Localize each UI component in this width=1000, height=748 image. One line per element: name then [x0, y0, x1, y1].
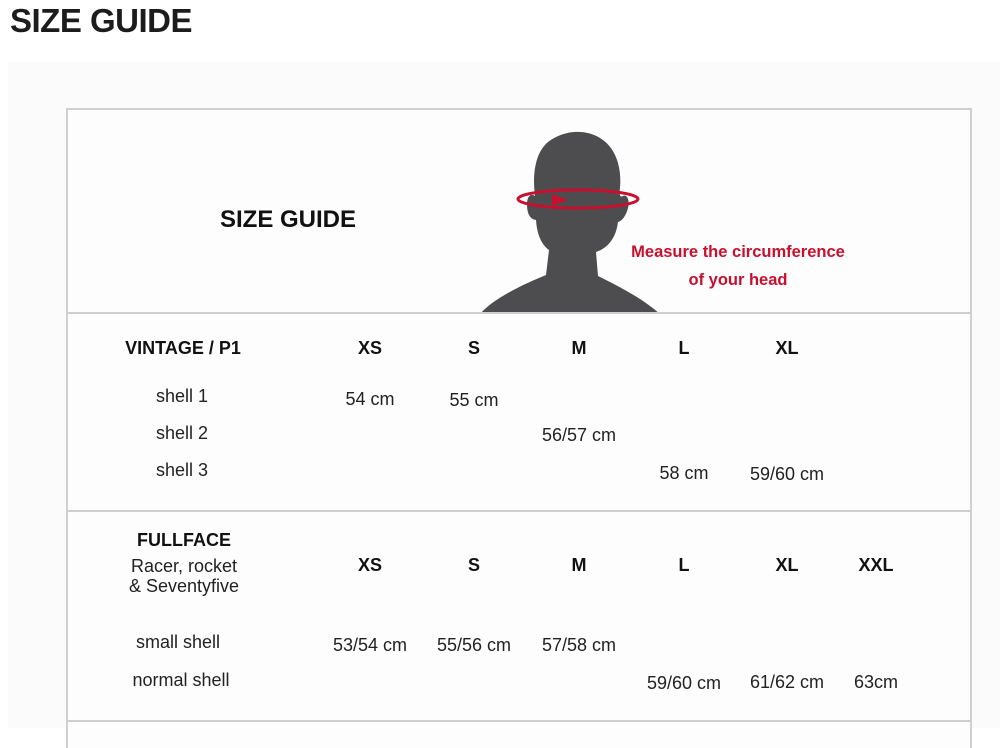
measure-instruction-line2: of your head: [688, 271, 788, 289]
fullface-header-xs: XS: [357, 555, 383, 575]
vintage-header-l: L: [678, 338, 690, 358]
vintage-header-xs: XS: [357, 338, 383, 358]
divider: [68, 510, 970, 512]
fullface-value: 63cm: [853, 672, 899, 692]
vintage-value: 55 cm: [449, 390, 499, 410]
vintage-row-label: shell 3: [155, 460, 209, 480]
fullface-subtitle-line1: Racer, rocket: [130, 556, 238, 576]
fullface-header-xl: XL: [775, 555, 799, 575]
vintage-value: 54 cm: [345, 389, 395, 409]
page-title: SIZE GUIDE: [10, 2, 193, 39]
fullface-value: 59/60 cm: [646, 673, 722, 693]
measure-instruction: [618, 238, 858, 294]
vintage-header-xl: XL: [775, 338, 799, 358]
fullface-subtitle-line2: & Seventyfive: [128, 576, 240, 596]
divider: [68, 720, 970, 722]
fullface-header-xxl: XXL: [858, 555, 894, 575]
measure-instruction-line1: Measure the circumference: [631, 243, 845, 261]
fullface-value: 55/56 cm: [436, 635, 512, 655]
fullface-value: 61/62 cm: [749, 672, 825, 692]
fullface-header-m: M: [571, 555, 587, 575]
fullface-header-s: S: [467, 555, 481, 575]
size-guide-chart: [66, 108, 972, 748]
vintage-value: 59/60 cm: [749, 464, 825, 484]
vintage-row-label: shell 1: [155, 386, 209, 406]
vintage-title: VINTAGE / P1: [125, 338, 241, 358]
fullface-value: 53/54 cm: [332, 635, 408, 655]
divider: [68, 312, 970, 314]
fullface-value: 57/58 cm: [541, 635, 617, 655]
vintage-row-label: shell 2: [155, 423, 209, 443]
vintage-value: 58 cm: [659, 463, 709, 483]
fullface-row-label: normal shell: [132, 670, 230, 690]
fullface-title: FULLFACE: [137, 530, 231, 550]
vintage-header-m: M: [571, 338, 587, 358]
fullface-row-label: small shell: [135, 632, 221, 652]
fullface-header-l: L: [678, 555, 690, 575]
chart-heading: SIZE GUIDE: [220, 206, 357, 233]
vintage-value: 56/57 cm: [541, 425, 617, 445]
vintage-header-s: S: [467, 338, 481, 358]
